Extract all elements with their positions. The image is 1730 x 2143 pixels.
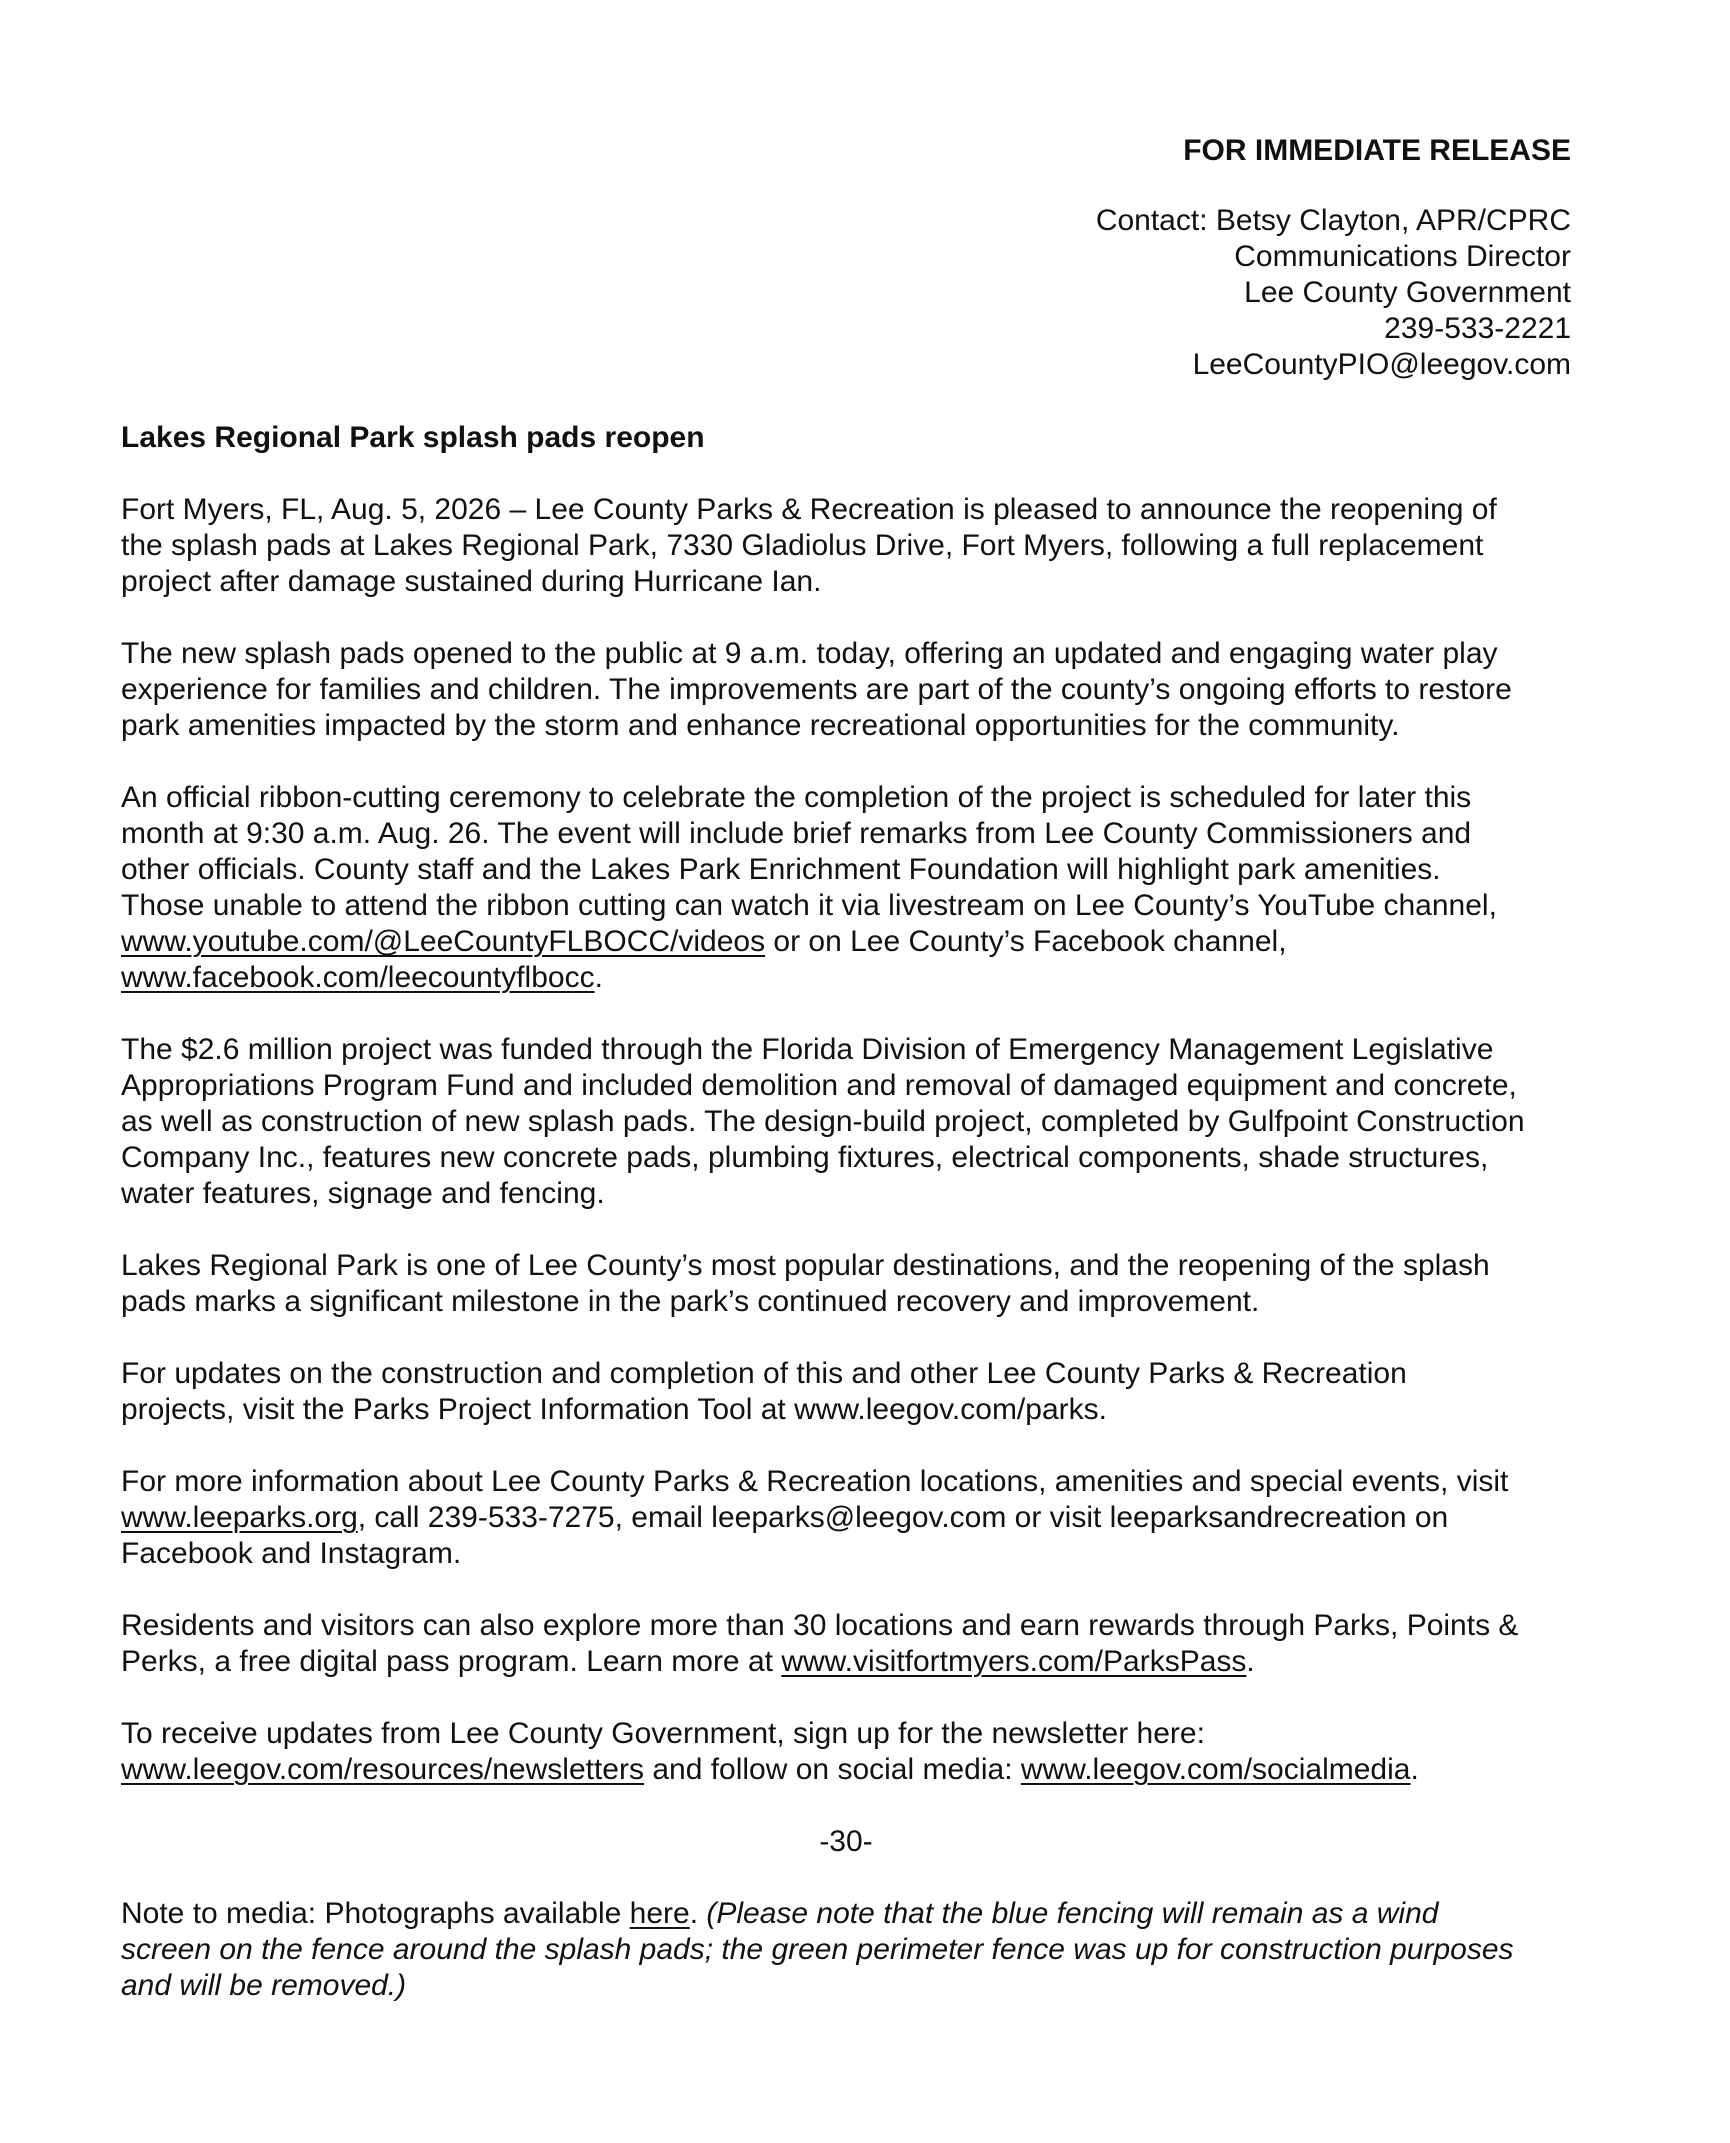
text-line: For updates on the construction and completion of this and other Lee County Parks & Recreation: [121, 1357, 1407, 1390]
paragraph-parks-pass: [121, 1608, 1571, 1680]
text-line: experience for families and children. The improvements are part of the county’s ongoing efforts to restore: [121, 673, 1512, 706]
text-line: project after damage sustained during Hurricane Ian.: [121, 565, 822, 598]
contact-title: Communications Director: [1234, 240, 1571, 273]
paragraph-park: [121, 1248, 1571, 1320]
paragraph-more-info: [121, 1464, 1571, 1572]
leeparks-link[interactable]: www.leeparks.org: [121, 1501, 358, 1534]
note-italic-text: screen on the fence around the splash pads; the green perimeter fence was up for construction purposes: [121, 1933, 1514, 1966]
newsletters-link[interactable]: www.leegov.com/resources/newsletters: [121, 1753, 644, 1786]
paragraph-funding: [121, 1032, 1571, 1212]
paragraph-opening: [121, 636, 1571, 744]
text-line: projects, visit the Parks Project Information Tool at www.leegov.com/parks.: [121, 1393, 1107, 1426]
youtube-link[interactable]: www.youtube.com/@LeeCountyFLBOCC/videos: [121, 925, 766, 958]
text-line: For more information about Lee County Parks & Recreation locations, amenities and special events, visit: [121, 1465, 1509, 1498]
text-line: pads marks a significant milestone in the park’s continued recovery and improvement.: [121, 1285, 1260, 1318]
text-fragment: .: [594, 961, 603, 994]
note-italic-text: (Please note that the blue fencing will remain as a wind: [706, 1897, 1439, 1930]
text-line: Company Inc., features new concrete pads, plumbing fixtures, electrical components, shade structures,: [121, 1141, 1489, 1174]
parks-pass-link[interactable]: www.visitfortmyers.com/ParksPass: [781, 1645, 1247, 1678]
text-fragment: , call 239-533-7275, email leeparks@leegov.com or visit leeparksandrecreation on: [357, 1501, 1449, 1534]
text-fragment: Perks, a free digital pass program. Learn more at: [121, 1645, 782, 1678]
text-line: Appropriations Program Fund and included demolition and removal of damaged equipment and concrete,: [121, 1069, 1517, 1102]
end-mark: -30-: [819, 1825, 873, 1858]
note-italic-text: and will be removed.): [121, 1969, 407, 2002]
text-line: To receive updates from Lee County Government, sign up for the newsletter here:: [121, 1717, 1205, 1750]
social-media-link[interactable]: www.leegov.com/socialmedia: [1020, 1753, 1411, 1786]
text-line: as well as construction of new splash pads. The design-build project, completed by Gulfpoint Construction: [121, 1105, 1525, 1138]
text-line: Lakes Regional Park is one of Lee County’s most popular destinations, and the reopening of the splash: [121, 1249, 1490, 1282]
text-line: Facebook and Instagram.: [121, 1537, 462, 1570]
end-mark-paragraph: [121, 1824, 1571, 1860]
text-line: The $2.6 million project was funded through the Florida Division of Emergency Management Legislative: [121, 1033, 1494, 1066]
text-line: [121, 960, 1571, 996]
text-line: water features, signage and fencing.: [121, 1177, 605, 1210]
media-note: [121, 1896, 1571, 2004]
paragraph-updates: [121, 1356, 1571, 1428]
text-line: other officials. County staff and the Lakes Park Enrichment Foundation will highlight park amenities.: [121, 853, 1441, 886]
text-fragment: Note to media: Photographs available: [121, 1897, 630, 1930]
text-line: [121, 1932, 1571, 1968]
text-line: [121, 1896, 1571, 1932]
contact-phone: 239-533-2221: [1384, 312, 1571, 345]
text-line: [121, 1644, 1571, 1680]
text-line: Fort Myers, FL, Aug. 5, 2026 – Lee County Parks & Recreation is pleased to announce the reopening of: [121, 493, 1497, 526]
text-line: the splash pads at Lakes Regional Park, 7330 Gladiolus Drive, Fort Myers, following a full replacement: [121, 529, 1484, 562]
text-fragment: .: [689, 1897, 707, 1930]
facebook-link[interactable]: www.facebook.com/leecountyflbocc: [121, 961, 595, 994]
headline: Lakes Regional Park splash pads reopen: [121, 421, 705, 454]
text-line: [121, 924, 1571, 960]
text-fragment: .: [1410, 1753, 1419, 1786]
text-line: Those unable to attend the ribbon cutting can watch it via livestream on Lee County’s YouTube channel,: [121, 889, 1497, 922]
contact-name: Contact: Betsy Clayton, APR/CPRC: [1095, 204, 1571, 237]
text-line: The new splash pads opened to the public at 9 a.m. today, offering an updated and engaging water play: [121, 637, 1498, 670]
paragraph-ceremony: [121, 780, 1571, 996]
paragraph-newsletter: [121, 1716, 1571, 1788]
text-fragment: and follow on social media:: [643, 1753, 1021, 1786]
contact-email: LeeCountyPIO@leegov.com: [1192, 348, 1571, 381]
text-line: [121, 1752, 1571, 1788]
text-fragment: .: [1246, 1645, 1255, 1678]
release-body: [121, 492, 1571, 2040]
photographs-here-link[interactable]: here: [629, 1897, 690, 1930]
text-line: An official ribbon-cutting ceremony to celebrate the completion of the project is scheduled for later this: [121, 781, 1472, 814]
text-line: [121, 1968, 1571, 2004]
contact-organization: Lee County Government: [1244, 276, 1571, 309]
paragraph-intro: [121, 492, 1571, 600]
text-line: park amenities impacted by the storm and enhance recreational opportunities for the community.: [121, 709, 1400, 742]
text-line: [121, 1500, 1571, 1536]
text-line: month at 9:30 a.m. Aug. 26. The event will include brief remarks from Lee County Commissioners and: [121, 817, 1472, 850]
contact-block: [1096, 203, 1571, 383]
release-label: FOR IMMEDIATE RELEASE: [1183, 134, 1571, 167]
text-line: Residents and visitors can also explore more than 30 locations and earn rewards through Parks, Points &: [121, 1609, 1519, 1642]
text-fragment: or on Lee County’s Facebook channel,: [765, 925, 1287, 958]
